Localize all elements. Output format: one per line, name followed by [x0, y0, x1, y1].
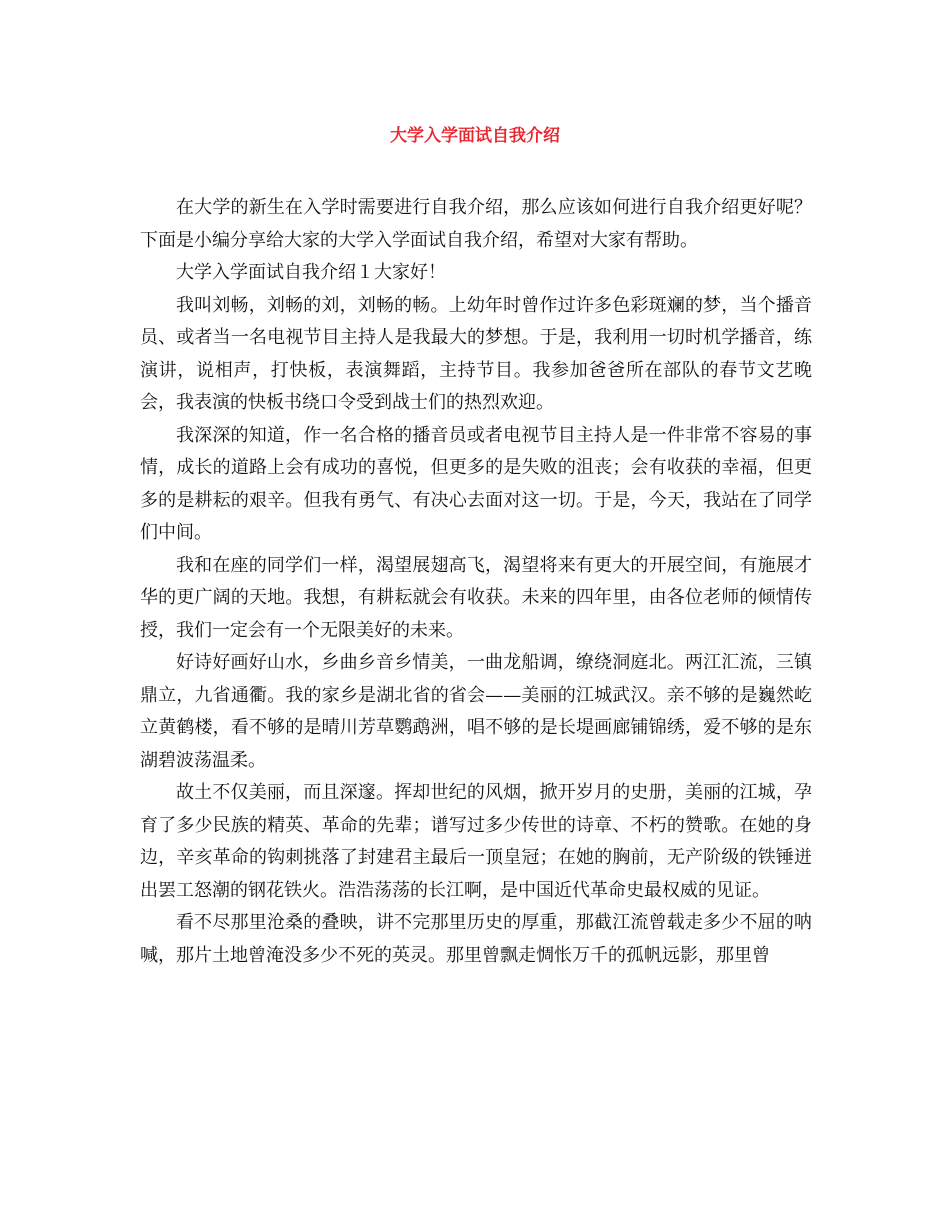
- paragraph-history: 故土不仅美丽，而且深邃。挥却世纪的风烟，掀开岁月的史册，美丽的江城，孕育了多少民族的精英、革命的先辈；谱写过多少传世的诗章、不朽的赞歌。在她的身边，辛亥革命的钩刺挑落了封建君主最后一顶皇冠；在她的胸前，无产阶级的铁锤迸出罢工怒潮的钢花铁火。浩浩荡荡的长江啊，是中国近代革命史最权威的见证。: [140, 782, 812, 901]
- paragraph-knowledge: 我深深的知道，作一名合格的播音员或者电视节目主持人是一件非常不容易的事情，成长的道路上会有成功的喜悦，但更多的是失败的沮丧；会有收获的幸福，但更多的是耕耘的艰辛。但我有勇气、有决心去面对这一切。于是，今天，我站在了同学们中间。: [140, 424, 812, 543]
- paragraph-name: 我叫刘畅，刘畅的刘，刘畅的畅。上幼年时曾作过许多色彩斑斓的梦，当个播音员、或者当一名电视节目主持人是我最大的梦想。于是，我利用一切时机学播音，练演讲，说相声，打快板，表演舞蹈，主持节目。我参加爸爸所在部队的春节文艺晚会，我表演的快板书绕口令受到战士们的热烈欢迎。: [140, 294, 812, 413]
- paragraph-river: 看不尽那里沧桑的叠映，讲不完那里历史的厚重，那截江流曾载走多少不屈的呐喊，那片土地曾淹没多少不死的英灵。那里曾飘走惆怅万千的孤帆远影，那里曾: [140, 912, 812, 966]
- paragraph-aspiration: 我和在座的同学们一样，渴望展翅高飞，渴望将来有更大的开展空间，有施展才华的更广阔的天地。我想，有耕耘就会有收获。未来的四年里，由各位老师的倾情传授，我们一定会有一个无限美好的未来。: [140, 554, 812, 641]
- paragraph-intro: 在大学的新生在入学时需要进行自我介绍，那么应该如何进行自我介绍更好呢？下面是小编分享给大家的大学入学面试自我介绍，希望对大家有帮助。: [140, 197, 812, 251]
- paragraph-hometown: 好诗好画好山水，乡曲乡音乡情美，一曲龙船调，缭绕洞庭北。两江汇流，三镇鼎立，九省通衢。我的家乡是湖北省的省会——美丽的江城武汉。亲不够的是巍然屹立黄鹤楼，看不够的是晴川芳草鹦鹉洲，唱不够的是长堤画廊铺锦绣，爱不够的是东湖碧波荡温柔。: [140, 652, 812, 771]
- paragraph-heading-1: 大学入学面试自我介绍１大家好！: [176, 262, 446, 283]
- document-body: [140, 192, 812, 972]
- document-title: 大学入学面试自我介绍: [390, 126, 560, 146]
